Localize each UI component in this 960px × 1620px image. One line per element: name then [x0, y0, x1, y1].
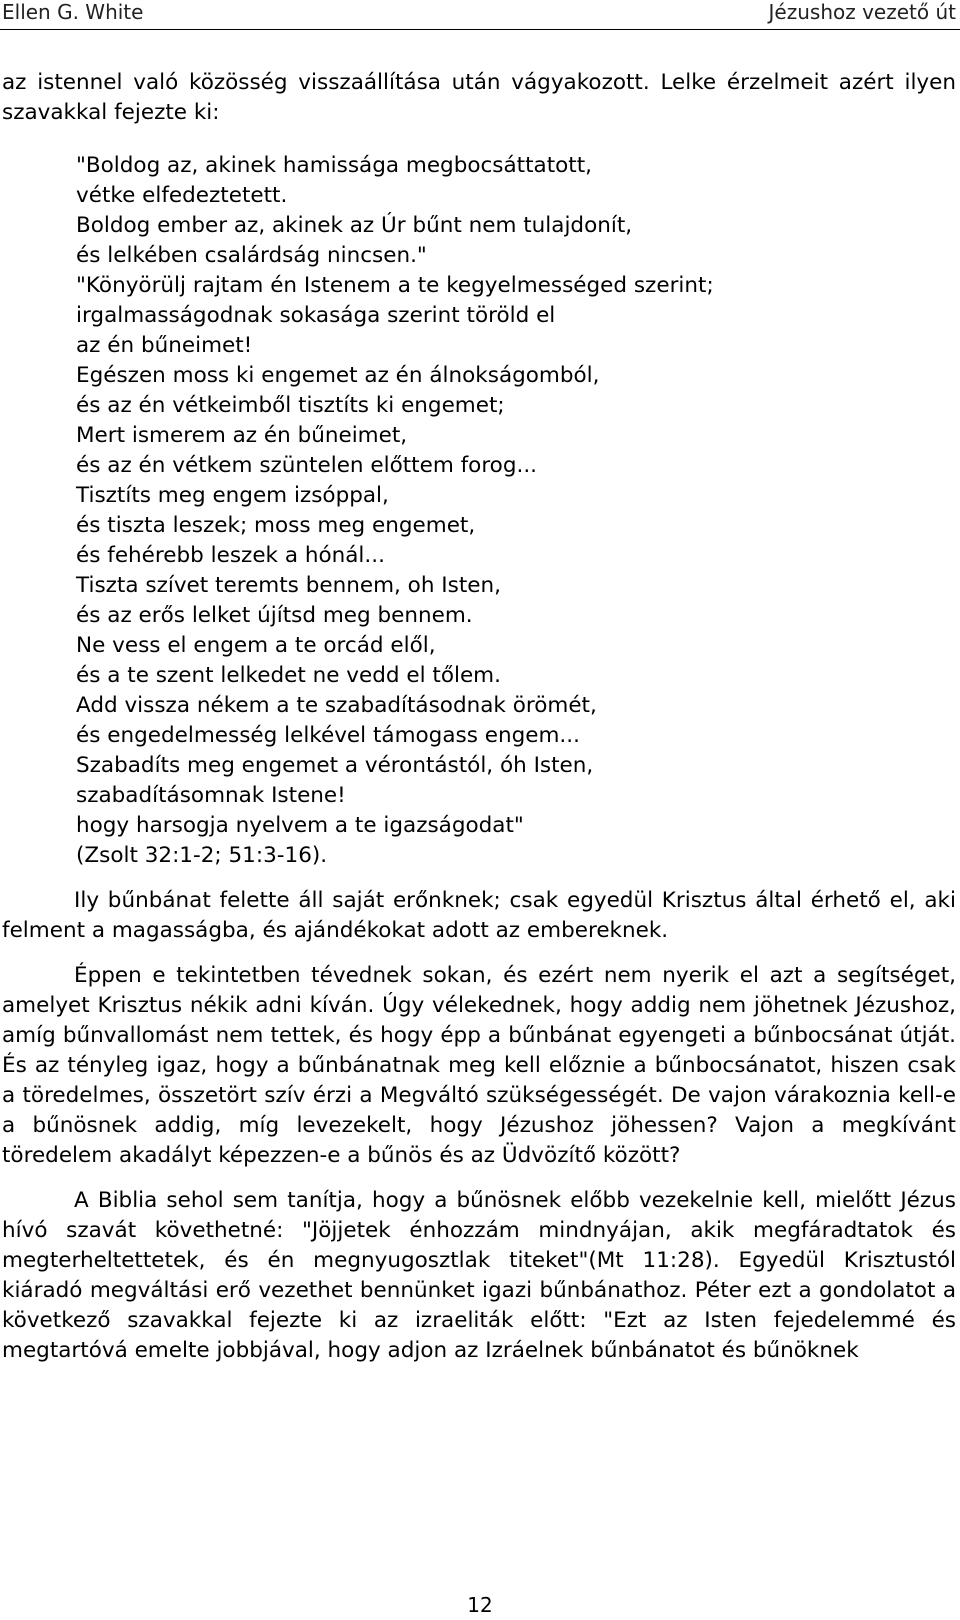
poem-line: Tiszta szívet teremts bennem, oh Isten,	[76, 573, 501, 598]
poem-line: Add vissza nékem a te szabadításodnak örömét,	[76, 693, 597, 718]
poem-line: "Könyörülj rajtam én Istenem a te kegyelmességed szerint;	[76, 273, 714, 298]
poem-line: és fehérebb leszek a hónál...	[76, 543, 385, 568]
poem-line: Egészen moss ki engemet az én álnokságomból,	[76, 363, 600, 388]
page-footer	[0, 1593, 960, 1617]
poem-line: az én bűneimet!	[76, 333, 253, 358]
poem-line: irgalmasságodnak sokasága szerint töröld el	[76, 303, 556, 328]
poem-line: és a te szent lelkedet ne vedd el tőlem.	[76, 663, 501, 688]
poem-line: és az erős lelket újítsd meg bennem.	[76, 603, 473, 628]
poem-line: vétke elfedeztetett.	[76, 183, 288, 208]
poem-line: (Zsolt 32:1-2; 51:3-16).	[76, 843, 328, 868]
header-book-title: Jézushoz vezető út	[768, 0, 956, 24]
poem-line: és engedelmesség lelkével támogass engem...	[76, 723, 580, 748]
poem-line: és tiszta leszek; moss meg engemet,	[76, 513, 476, 538]
poem-line: Boldog ember az, akinek az Úr bűnt nem tulajdonít,	[76, 213, 633, 238]
intro-paragraph: az istennel való közösség visszaállítása után vágyakozott. Lelke érzelmeit azért ilyen szavakkal fejezte ki:	[2, 70, 956, 125]
poem-line: és lelkében csalárdság nincsen."	[76, 243, 427, 268]
page-number: 12	[467, 1593, 493, 1617]
poem-line: Szabadíts meg engemet a vérontástól, óh Isten,	[76, 753, 594, 778]
poem-line: Tisztíts meg engem izsóppal,	[76, 483, 389, 508]
poem-line: és az én vétkem szüntelen előttem forog...	[76, 453, 537, 478]
poem-line: "Boldog az, akinek hamissága megbocsáttatott,	[76, 153, 592, 178]
poem-line: Ne vess el engem a te orcád elől,	[76, 633, 436, 658]
poem-line: szabadításomnak Istene!	[76, 783, 346, 808]
poem-line: hogy harsogja nyelvem a te igazságodat"	[76, 813, 524, 838]
body-paragraph: A Biblia sehol sem tanítja, hogy a bűnösnek előbb vezekelnie kell, mielőtt Jézus hívó szavát követhetné: "Jöjjetek énhozzám mindnyájan, akik megfáradtatok és megterheltettetek, és én megnyugosztlak titeket"(Mt 11:28). Egyedül Krisztustól kiáradó megváltási erő vezethet bennünket igazi bűnbánathoz. Péter ezt a gondolatot a következő szavakkal fejezte ki az izraeliták előtt: "Ezt az Isten fejedelemmé és megtartóvá emelte jobbjával, hogy adjon az Izráelnek bűnbánatot és bűnöknek	[2, 1188, 956, 1363]
poem-line: és az én vétkeimből tisztíts ki engemet;	[76, 393, 505, 418]
page-header	[0, 0, 960, 30]
page-body	[2, 68, 956, 1366]
poem-line: Mert ismerem az én bűneimet,	[76, 423, 408, 448]
header-author: Ellen G. White	[2, 0, 144, 24]
psalm-quotation	[76, 151, 956, 871]
body-paragraph: Ily bűnbánat felette áll saját erőnknek; csak egyedül Krisztus által érhető el, aki felment a magasságba, és ajándékokat adott az embereknek.	[2, 888, 956, 943]
body-paragraph: Éppen e tekintetben tévednek sokan, és ezért nem nyerik el azt a segítséget, amelyet Krisztus nékik adni kíván. Úgy vélekednek, hogy addig nem jöhetnek Jézushoz, amíg bűnvallomást nem tettek, és hogy épp a bűnbánat egyengeti a bűnbocsánat útját. És az tényleg igaz, hogy a bűnbánatnak meg kell előznie a bűnbocsánatot, hiszen csak a töredelmes, összetört szív érzi a Megváltó szükségességét. De vajon várakoznia kell-e a bűnösnek addig, míg levezekelt, hogy Jézushoz jöhessen? Vajon a megkívánt töredelem akadályt képezzen-e a bűnös és az Üdvözítő között?	[2, 963, 956, 1168]
